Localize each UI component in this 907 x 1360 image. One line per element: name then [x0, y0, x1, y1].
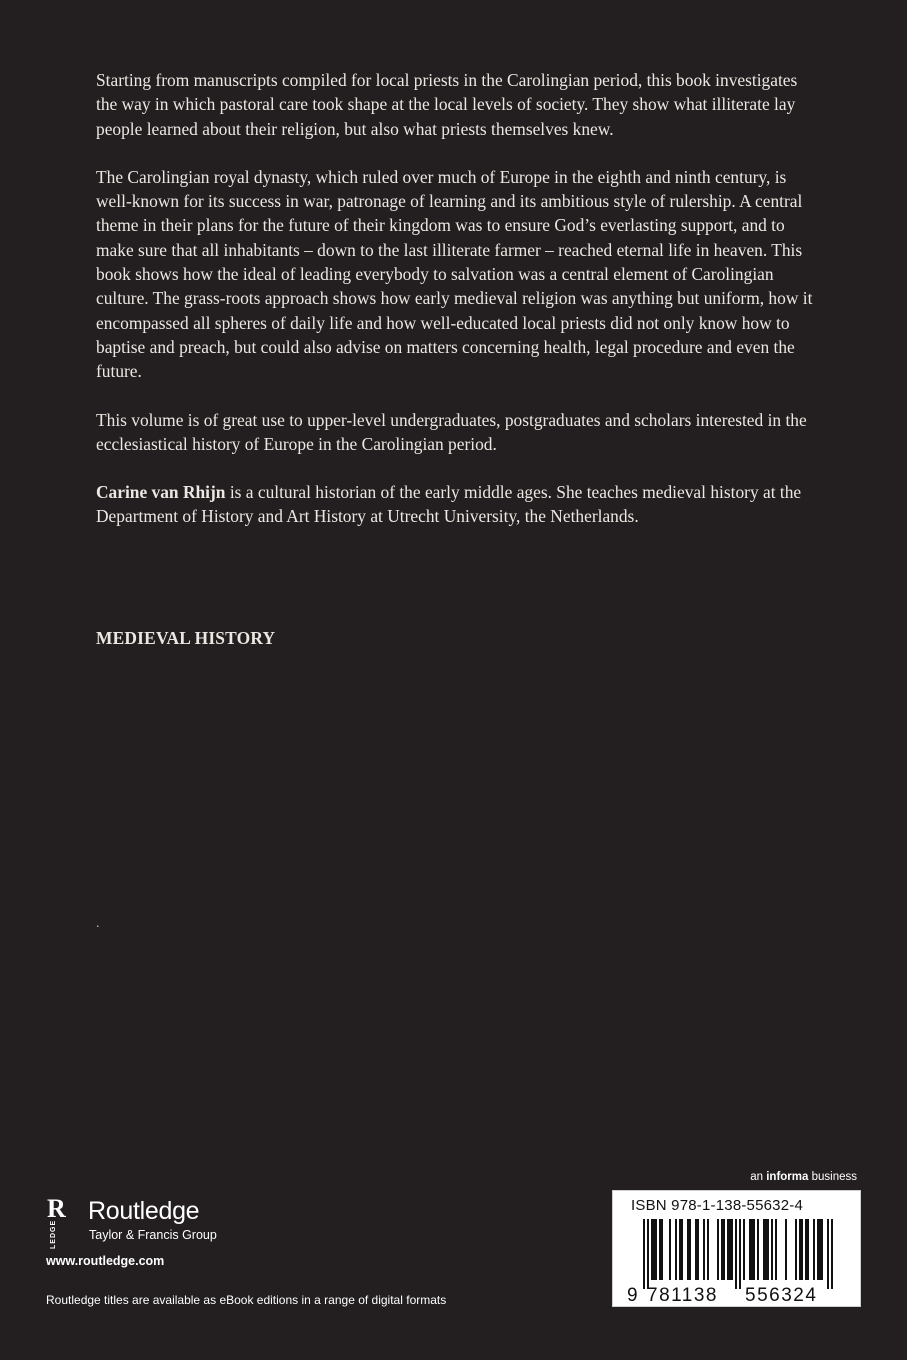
author-name: Carine van Rhijn — [96, 482, 226, 503]
barcode-bar — [765, 1219, 767, 1280]
isbn-label: ISBN 978-1-138-55632-4 — [631, 1197, 804, 1214]
logo-letter: R — [47, 1194, 66, 1223]
barcode-bar — [805, 1219, 807, 1280]
barcode-bar — [785, 1219, 787, 1280]
barcode-bar — [807, 1219, 809, 1280]
barcode-bar — [735, 1219, 737, 1289]
barcode-bar — [743, 1219, 745, 1280]
routledge-logo-icon — [46, 1193, 76, 1251]
barcode-bar — [727, 1219, 729, 1280]
barcode-bar — [653, 1219, 655, 1280]
barcode-bar — [703, 1219, 705, 1280]
barcode-bar — [697, 1219, 699, 1280]
informa-tagline — [750, 1171, 857, 1183]
logo-vertical-text: LEDGE — [50, 1219, 57, 1249]
barcode-bar — [669, 1219, 671, 1280]
barcode-bar — [695, 1219, 697, 1280]
barcode-bar — [753, 1219, 755, 1280]
author-bio-text: is a cultural historian of the early middle ages. She teaches medieval history at the Department of History and Art History at Utrecht University, the Netherlands. — [96, 482, 802, 527]
blurb-paragraph-3: This volume is of great use to upper-level undergraduates, postgraduates and scholars interested in the ecclesiastical history of Europe in the Carolingian period. — [96, 409, 807, 454]
barcode-bar — [721, 1219, 723, 1280]
barcode-bar — [757, 1219, 759, 1280]
barcode-bar — [751, 1219, 753, 1280]
barcode-bar — [651, 1219, 653, 1280]
publisher-name: Routledge — [88, 1197, 200, 1225]
barcode-bar — [813, 1219, 815, 1280]
author-bio — [96, 480, 818, 529]
publisher-url[interactable]: www.routledge.com — [46, 1254, 165, 1268]
barcode-bar — [775, 1219, 777, 1280]
barcode-bar — [643, 1219, 645, 1289]
barcode-bar — [675, 1219, 677, 1280]
barcode-bar — [801, 1219, 803, 1280]
barcode-digit-first: 9 — [627, 1285, 638, 1306]
barcode-bar — [731, 1219, 733, 1280]
barcode-bar — [689, 1219, 691, 1280]
back-cover-blurb — [96, 68, 818, 553]
barcode-digits-left: 781138 — [647, 1285, 718, 1306]
informa-suffix: business — [808, 1171, 857, 1183]
informa-prefix: an — [750, 1171, 767, 1183]
barcode-bar — [679, 1219, 681, 1280]
publisher-group: Taylor & Francis Group — [89, 1228, 217, 1242]
barcode-bar — [655, 1219, 657, 1280]
barcode-bar — [687, 1219, 689, 1280]
barcode-bar — [739, 1219, 741, 1289]
barcode-bar — [729, 1219, 731, 1280]
barcode-bar — [827, 1219, 829, 1289]
barcode-bar — [771, 1219, 773, 1280]
subject-category: MEDIEVAL HISTORY — [96, 628, 276, 648]
barcode-bar — [821, 1219, 823, 1280]
barcode-bar — [707, 1219, 709, 1280]
ebook-note: Routledge titles are available as eBook editions in a range of digital formats — [46, 1293, 447, 1307]
barcode-bar — [819, 1219, 821, 1280]
stray-mark: . — [96, 916, 100, 931]
barcode-bar — [661, 1219, 663, 1280]
barcode-bar — [681, 1219, 683, 1280]
isbn-barcode — [612, 1190, 861, 1307]
barcode-bar — [717, 1219, 719, 1280]
barcode-bar — [647, 1219, 649, 1289]
barcode-bar — [749, 1219, 751, 1280]
barcode-bar — [817, 1219, 819, 1280]
blurb-paragraph-2: The Carolingian royal dynasty, which ruled over much of Europe in the eighth and ninth century, is well-known for its success in war, patronage of learning and its ambitious style of rulership. A central theme in their plans for the future of their kingdom was to ensure God’s everlasting support, and to make sure that all inhabitants – down to the last illiterate farmer – reached eternal life in heaven. This book shows how the ideal of leading everybody to salvation was a central element of Carolingian culture. The grass-roots approach shows how early medieval religion was anything but uniform, how it encompassed all spheres of daily life and how well-educated local priests did not only know how to baptise and preach, but could also advise on matters concerning health, legal procedure and even the future. — [96, 166, 813, 382]
barcode-digits-right: 556324 — [745, 1285, 818, 1306]
barcode-bar — [795, 1219, 797, 1280]
barcode-bar — [723, 1219, 725, 1280]
barcode-bar — [659, 1219, 661, 1280]
informa-brand: informa — [766, 1171, 809, 1183]
barcode-bars — [613, 1191, 862, 1308]
barcode-bar — [763, 1219, 765, 1280]
barcode-bar — [767, 1219, 769, 1280]
barcode-bar — [799, 1219, 801, 1280]
barcode-bar — [831, 1219, 833, 1289]
blurb-paragraph-1: Starting from manuscripts compiled for local priests in the Carolingian period, this book investigates the way in which pastoral care took shape at the local levels of society. They show what illiterate lay people learned about their religion, but also what priests themselves knew. — [96, 70, 798, 139]
